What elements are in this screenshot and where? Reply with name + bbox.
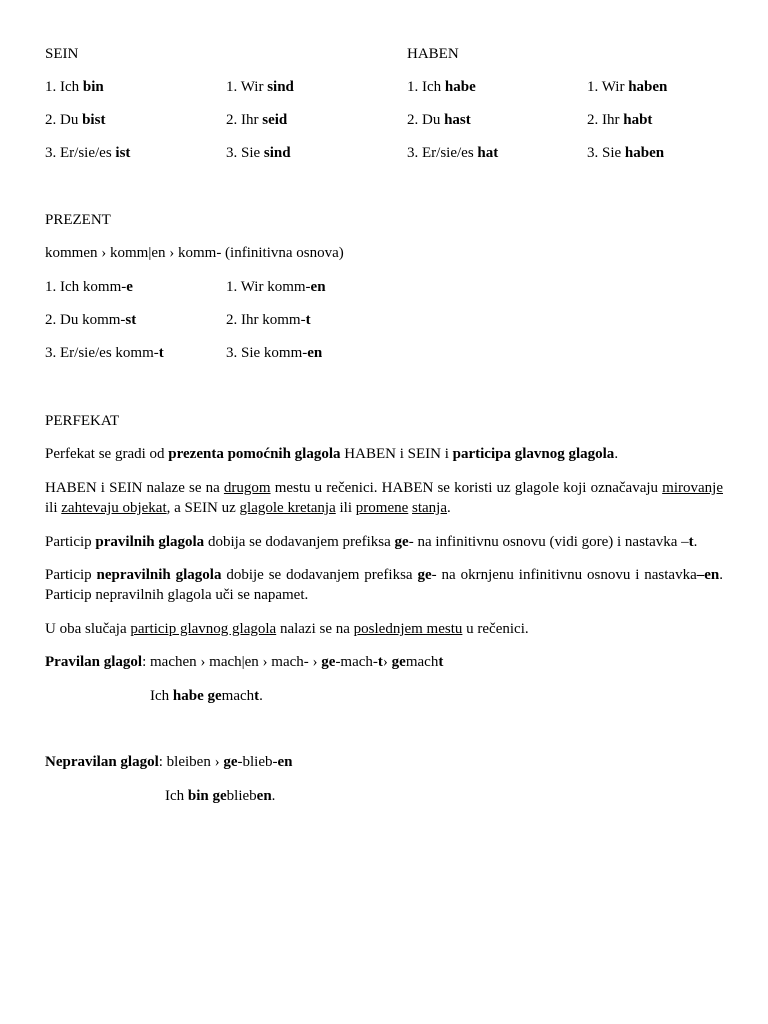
perfekat-paragraph-auxiliary: HABEN i SEIN nalaze se na drugom mestu u rečenici. HABEN se koristi uz glagole koji označavaju mirovanje ili zahtevaju objekat, a SEIN uz glagole kretanja ili promene stanja. (45, 480, 723, 516)
haben-row-1-plural: 1. Wir haben (587, 79, 668, 95)
haben-row-1-singular: 1. Ich habe (407, 79, 476, 95)
perfekat-paragraph-irregular: Particip nepravilnih glagola dobije se dodavanjem prefiksa ge- na okrnjenu infinitivnu osnovu i nastavka–en. Particip nepravilnih glagola uči se napamet. (45, 567, 723, 603)
prezent-row-1-plural: 1. Wir komm-en (226, 279, 326, 295)
sein-row-2-singular: 2. Du bist (45, 112, 106, 128)
sein-heading: SEIN (45, 46, 79, 62)
sein-row-2-plural: 2. Ihr seid (226, 112, 288, 128)
prezent-infinitive-line: kommen › komm|en › komm- (infinitivna osnova) (45, 245, 344, 261)
prezent-row-3-plural: 3. Sie komm-en (226, 345, 323, 361)
haben-row-2-singular: 2. Du hast (407, 112, 471, 128)
perfekat-paragraph-position: U oba slučaja particip glavnog glagola nalazi se na poslednjem mestu u rečenici. (45, 621, 529, 637)
sein-row-1-plural: 1. Wir sind (226, 79, 294, 95)
irregular-verb-line: Nepravilan glagol: bleiben › ge-blieb-en (45, 754, 293, 770)
irregular-verb-example: Ich bin geblieben. (165, 788, 276, 804)
sein-row-3-singular: 3. Er/sie/es ist (45, 145, 131, 161)
prezent-row-2-plural: 2. Ihr komm-t (226, 312, 311, 328)
haben-heading: HABEN (407, 46, 459, 62)
prezent-row-2-singular: 2. Du komm-st (45, 312, 137, 328)
perfekat-heading: PERFEKAT (45, 413, 120, 429)
prezent-row-1-singular: 1. Ich komm-e (45, 279, 133, 295)
regular-verb-line: Pravilan glagol: machen › mach|en › mach- › ge-mach-t› gemacht (45, 654, 444, 670)
perfekat-paragraph-regular: Particip pravilnih glagola dobija se dodavanjem prefiksa ge- na infinitivnu osnovu (vidi gore) i nastavka –t. (45, 534, 698, 550)
haben-row-3-plural: 3. Sie haben (587, 145, 665, 161)
perfekat-paragraph-formation: Perfekat se gradi od prezenta pomoćnih glagola HABEN i SEIN i participa glavnog glagola. (45, 446, 619, 462)
prezent-heading: PREZENT (45, 212, 111, 228)
haben-row-2-plural: 2. Ihr habt (587, 112, 653, 128)
haben-row-3-singular: 3. Er/sie/es hat (407, 145, 499, 161)
prezent-row-3-singular: 3. Er/sie/es komm-t (45, 345, 164, 361)
sein-row-1-singular: 1. Ich bin (45, 79, 104, 95)
regular-verb-example: Ich habe gemacht. (150, 688, 263, 704)
sein-row-3-plural: 3. Sie sind (226, 145, 291, 161)
